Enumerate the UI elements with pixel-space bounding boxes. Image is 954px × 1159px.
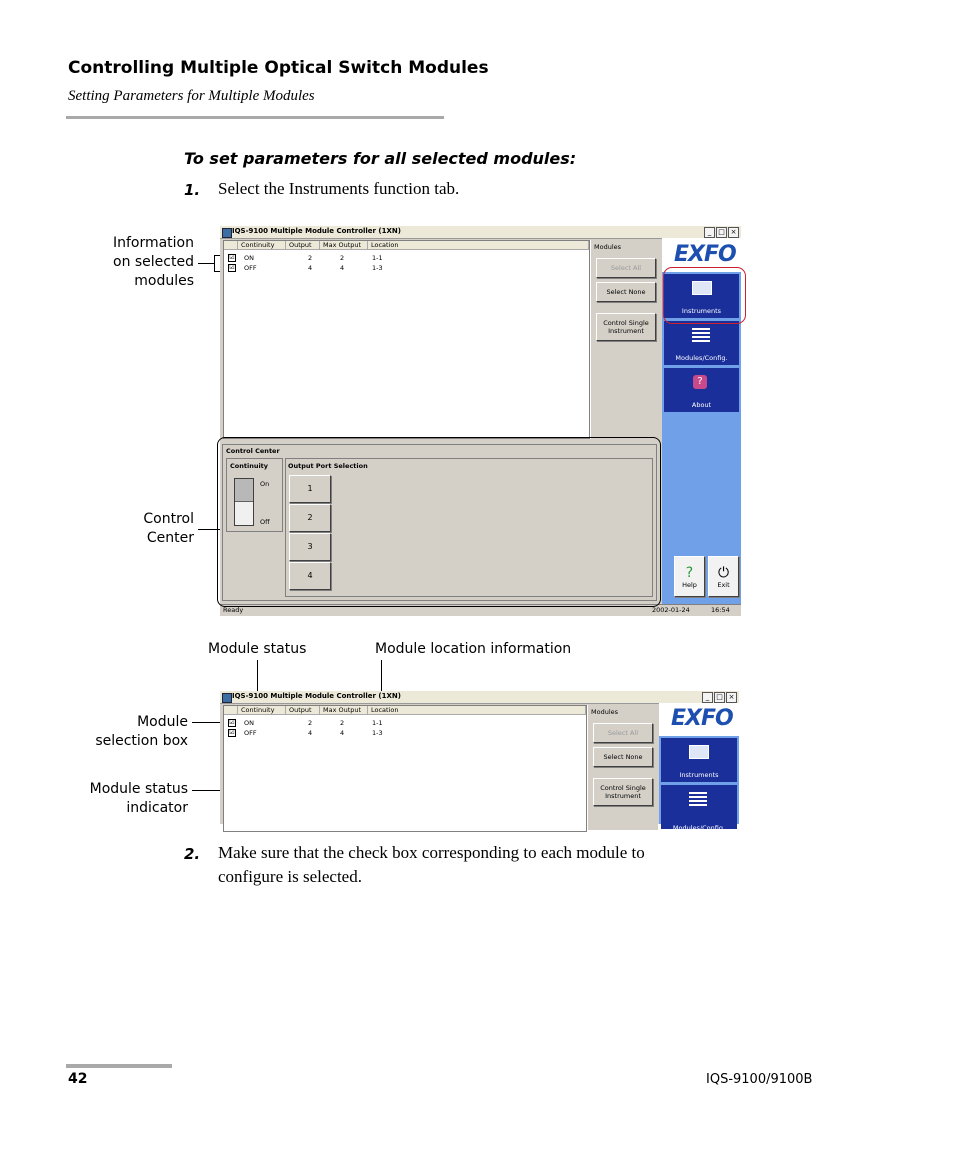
section-subtitle: Setting Parameters for Multiple Modules [68, 88, 315, 104]
column-header [224, 241, 238, 250]
module-max-output: 2 [340, 254, 345, 262]
module-output: 4 [308, 264, 313, 272]
close-button[interactable]: × [728, 227, 739, 238]
step-1-number: 1. [184, 181, 201, 199]
app-icon [222, 693, 232, 703]
callout-module-status-indicator [74, 780, 188, 818]
module-location: 1-3 [372, 264, 383, 272]
callout-bracket [214, 255, 215, 272]
modules-label: Modules [594, 243, 622, 251]
modules-label: Modules [591, 708, 619, 716]
port-2-button[interactable]: 2 [289, 504, 331, 532]
tab-label: Instruments [679, 771, 719, 779]
select-none-button[interactable]: Select None [596, 282, 656, 302]
step-1-text: Select the Instruments function tab. [218, 179, 460, 198]
close-button[interactable]: × [726, 692, 737, 703]
column-header-output[interactable]: Output [286, 241, 320, 250]
step-2-line: Make sure that the check box corresponding to each module to [218, 843, 645, 862]
module-checkbox[interactable]: ☑ [229, 729, 235, 736]
step-2-line: configure is selected. [218, 867, 362, 886]
select-all-button[interactable]: Select All [596, 258, 656, 278]
callout-line: Information [112, 235, 194, 251]
power-icon: ⏻ [717, 564, 730, 581]
section-title: Controlling Multiple Optical Switch Modules [68, 58, 489, 78]
module-output: 2 [308, 254, 313, 262]
exfo-logo: EXFO [671, 706, 733, 731]
switch-on-label: On [260, 480, 270, 488]
module-location: 1-1 [372, 254, 383, 262]
callout-line: indicator [126, 800, 188, 816]
product-name: IQS-9100/9100B [706, 1072, 813, 1087]
column-header-continuity[interactable]: Continuity [238, 706, 286, 715]
help-icon: ? [685, 564, 694, 581]
step-2-text [218, 841, 778, 889]
status-date: 2002-01-24 [652, 606, 690, 614]
module-list [223, 240, 590, 439]
tab-modules-config[interactable] [661, 785, 737, 832]
button-label: Instrument [608, 327, 644, 335]
control-single-instrument-button[interactable] [596, 313, 656, 341]
callout-info-selected [90, 234, 194, 291]
tab-label: About [691, 401, 712, 409]
output-port-label: Output Port Selection [288, 462, 368, 470]
modules-panel [587, 705, 658, 830]
callout-line: on selected [113, 254, 194, 270]
callout-line: Control [143, 511, 194, 527]
column-header [224, 706, 238, 715]
module-checkbox[interactable]: ☑ [229, 719, 235, 726]
modules-config-icon [689, 792, 707, 808]
continuity-label: Continuity [230, 462, 269, 470]
exfo-logo: EXFO [674, 242, 736, 267]
module-checkbox[interactable]: ☑ [229, 254, 235, 261]
app-window-cropped [220, 691, 739, 832]
modules-config-icon [692, 328, 710, 344]
select-none-button[interactable]: Select None [593, 747, 653, 767]
button-label: Exit [717, 580, 730, 589]
step-2-number: 2. [184, 845, 201, 863]
control-center-label: Control Center [226, 447, 280, 455]
page-number: 42 [68, 1071, 88, 1087]
instruments-highlight [663, 267, 746, 324]
module-list [223, 705, 587, 832]
column-header-output[interactable]: Output [286, 706, 320, 715]
column-header-max-output[interactable]: Max Output [320, 241, 368, 250]
modules-panel [590, 240, 661, 439]
callout-leader [198, 263, 214, 264]
select-all-button[interactable]: Select All [593, 723, 653, 743]
tab-label: Instruments [681, 307, 722, 315]
tab-label: Modules/Config. [675, 354, 728, 362]
module-max-output: 4 [340, 729, 345, 737]
column-header-max-output[interactable]: Max Output [320, 706, 368, 715]
callout-module-status: Module status [208, 641, 307, 657]
module-max-output: 2 [340, 719, 345, 727]
maximize-button[interactable]: □ [716, 227, 727, 238]
callout-module-location: Module location information [375, 641, 572, 657]
module-status-indicator: OFF [244, 729, 257, 737]
minimize-button[interactable]: _ [702, 692, 713, 703]
button-label: Help [682, 580, 697, 589]
maximize-button[interactable]: □ [714, 692, 725, 703]
callout-line: Center [146, 530, 194, 546]
callout-line: Module [137, 714, 188, 730]
module-output: 2 [308, 719, 313, 727]
tab-instruments[interactable] [661, 738, 737, 782]
control-center-bracket [217, 437, 661, 607]
header-rule [66, 116, 444, 119]
callout-line: selection box [95, 733, 188, 749]
port-3-button[interactable]: 3 [289, 533, 331, 561]
procedure-title: To set parameters for all selected modules: [184, 149, 577, 168]
tab-about[interactable] [664, 368, 739, 412]
column-header-location[interactable]: Location [368, 706, 586, 715]
control-single-instrument-button[interactable] [593, 778, 653, 806]
window-title: IQS-9100 Multiple Module Controller (1XN) [232, 692, 401, 700]
callout-control-center [120, 510, 194, 548]
button-label: Control Single [603, 319, 649, 327]
tab-label: Modules/Config. [672, 824, 726, 832]
button-label: Control Single [600, 784, 646, 792]
app-icon [222, 228, 232, 238]
nav-sidebar [659, 703, 739, 832]
module-max-output: 4 [340, 264, 345, 272]
minimize-button[interactable]: _ [704, 227, 715, 238]
callout-line: modules [134, 273, 194, 289]
callout-line: Module status [89, 781, 188, 797]
footer-rule [66, 1064, 172, 1068]
module-location: 1-3 [372, 729, 383, 737]
column-header-continuity[interactable]: Continuity [238, 241, 286, 250]
help-button[interactable] [674, 556, 705, 597]
about-icon: ? [693, 375, 707, 389]
tab-modules-config[interactable] [664, 321, 739, 365]
callout-module-selection-box [84, 713, 188, 751]
port-4-button[interactable]: 4 [289, 562, 331, 590]
instruments-icon [689, 745, 709, 759]
column-header-location[interactable]: Location [368, 241, 589, 250]
port-1-button[interactable]: 1 [289, 475, 331, 503]
exit-button[interactable] [708, 556, 739, 597]
module-location: 1-1 [372, 719, 383, 727]
module-checkbox[interactable]: ☑ [229, 264, 235, 271]
module-status-indicator: ON [244, 254, 254, 262]
module-output: 4 [308, 729, 313, 737]
status-time: 16:54 [711, 606, 730, 614]
status-text: Ready [223, 606, 244, 614]
switch-off-label: Off [260, 518, 270, 526]
button-label: Instrument [605, 792, 641, 800]
module-status-indicator: ON [244, 719, 254, 727]
module-status-indicator: OFF [244, 264, 257, 272]
window-title: IQS-9100 Multiple Module Controller (1XN) [232, 227, 401, 235]
